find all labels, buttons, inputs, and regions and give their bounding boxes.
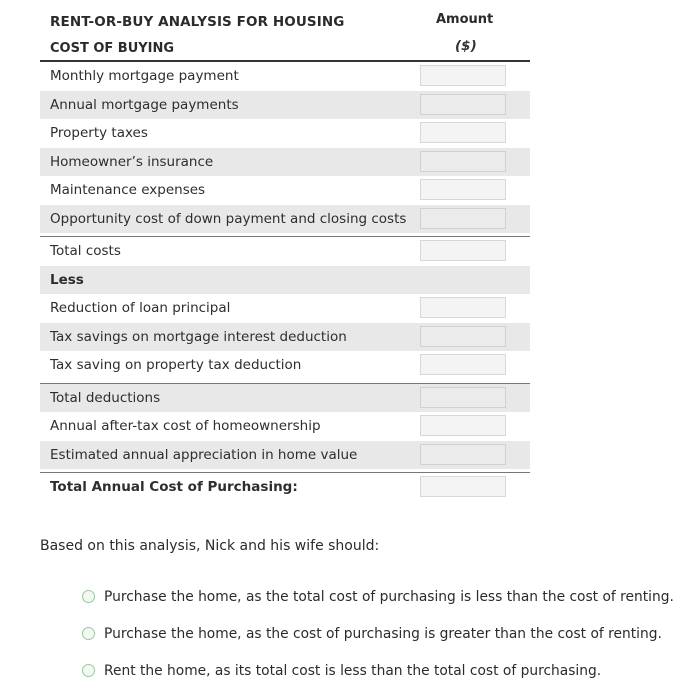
less-label: Less xyxy=(50,271,84,288)
answer-option[interactable] xyxy=(82,615,674,652)
amount-unit-label: ($) xyxy=(455,38,477,54)
table-row xyxy=(40,119,530,148)
homeowners-insurance-input[interactable] xyxy=(420,151,506,172)
row-label: Property taxes xyxy=(50,125,148,142)
row-label: Tax savings on mortgage interest deduction xyxy=(50,328,347,345)
table-row xyxy=(40,266,530,295)
after-tax-cost-input[interactable] xyxy=(420,415,506,436)
total-costs-input[interactable] xyxy=(420,240,506,261)
total-deductions-input[interactable] xyxy=(420,387,506,408)
table-row xyxy=(40,294,530,323)
row-label: Estimated annual appreciation in home value xyxy=(50,446,358,463)
loan-principal-input[interactable] xyxy=(420,297,506,318)
table-row xyxy=(40,62,530,91)
amount-column-header: Amount xyxy=(436,12,494,27)
table-row xyxy=(40,148,530,177)
table-row xyxy=(40,236,530,266)
table-row xyxy=(40,205,530,234)
annual-mortgage-input[interactable] xyxy=(420,94,506,115)
table-row xyxy=(40,351,530,380)
monthly-mortgage-input[interactable] xyxy=(420,65,506,86)
row-label: Maintenance expenses xyxy=(50,182,206,199)
option-label[interactable]: Purchase the home, as the total cost of purchasing is less than the cost of renting. xyxy=(104,588,674,605)
question-text: Based on this analysis, Nick and his wife should: xyxy=(40,538,380,554)
radio-button[interactable] xyxy=(82,590,95,603)
row-label: Annual mortgage payments xyxy=(50,96,239,113)
row-label: Opportunity cost of down payment and closing costs xyxy=(50,210,407,227)
radio-button[interactable] xyxy=(82,627,95,640)
row-label: Monthly mortgage payment xyxy=(50,68,239,85)
row-label: Tax saving on property tax deduction xyxy=(50,357,302,374)
table-title: RENT-OR-BUY ANALYSIS FOR HOUSING xyxy=(50,14,345,30)
option-label[interactable]: Rent the home, as its total cost is less than the total cost of purchasing. xyxy=(104,662,602,679)
row-label: Total deductions xyxy=(50,389,161,406)
table-row xyxy=(40,176,530,205)
table-row xyxy=(40,412,530,441)
maintenance-input[interactable] xyxy=(420,179,506,200)
row-label: Annual after-tax cost of homeownership xyxy=(50,418,321,435)
property-taxes-input[interactable] xyxy=(420,122,506,143)
total-annual-cost-input[interactable] xyxy=(420,476,506,497)
mortgage-interest-savings-input[interactable] xyxy=(420,326,506,347)
row-label: Reduction of loan principal xyxy=(50,300,231,317)
answer-option[interactable] xyxy=(82,578,674,615)
appreciation-input[interactable] xyxy=(420,444,506,465)
row-label: Total Annual Cost of Purchasing: xyxy=(50,479,298,496)
property-tax-savings-input[interactable] xyxy=(420,354,506,375)
row-label: Total costs xyxy=(50,243,121,260)
option-label[interactable]: Purchase the home, as the cost of purchasing is greater than the cost of renting. xyxy=(104,625,662,642)
opportunity-cost-input[interactable] xyxy=(420,208,506,229)
table-row xyxy=(40,441,530,470)
row-label: Homeowner’s insurance xyxy=(50,153,214,170)
answer-option[interactable] xyxy=(82,652,674,689)
table-row xyxy=(40,91,530,120)
section-title: COST OF BUYING xyxy=(50,41,175,56)
table-row xyxy=(40,383,530,413)
radio-button[interactable] xyxy=(82,664,95,677)
table-row xyxy=(40,323,530,352)
rent-or-buy-table xyxy=(40,8,530,502)
answer-options xyxy=(82,578,674,689)
table-header xyxy=(40,8,530,62)
table-row xyxy=(40,472,530,502)
